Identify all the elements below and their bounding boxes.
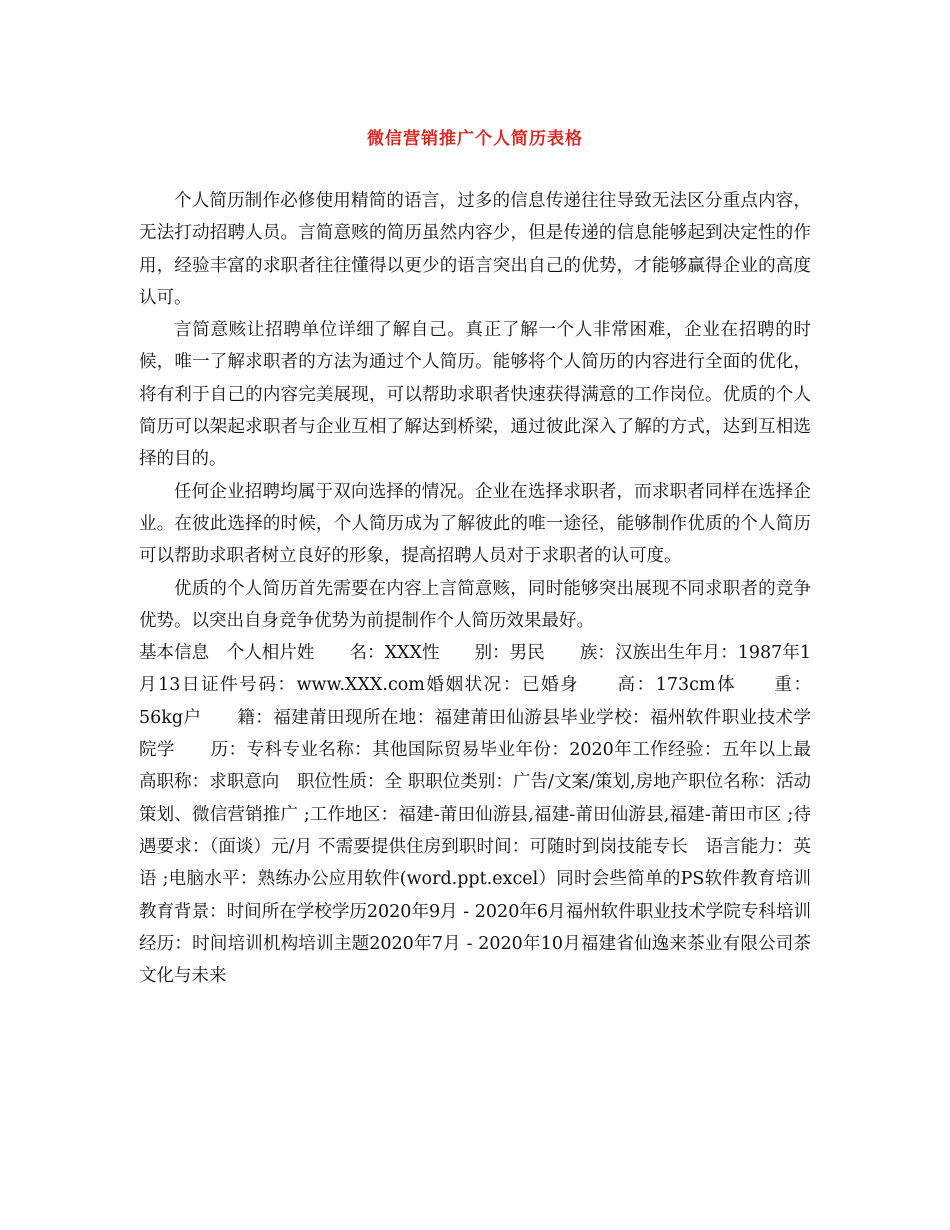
document-title: 微信营销推广个人简历表格 — [367, 129, 583, 149]
paragraph-2: 言简意赅让招聘单位详细了解自己。真正了解一个人非常困难，企业在招聘的时候，唯一了解求职者的方法为通过个人简历。能够将个人简历的内容进行全面的优化，将有利于自己的内容完美展现，可以帮助求职者快速获得满意的工作岗位。优质的个人简历可以架起求职者与企业互相了解达到桥梁，通过彼此深入了解的方式，达到互相选择的目的。 — [139, 320, 811, 470]
document-body — [139, 185, 829, 992]
paragraph-4: 优质的个人简历首先需要在内容上言简意赅，同时能够突出展现不同求职者的竞争优势。以突出自身竞争优势为前提制作个人简历效果最好。 — [139, 578, 811, 631]
paragraph-3: 任何企业招聘均属于双向选择的情况。企业在选择求职者，而求职者同样在选择企业。在彼此选择的时候，个人简历成为了解彼此的唯一途径，能够制作优质的个人简历可以帮助求职者树立良好的形象，提高招聘人员对于求职者的认可度。 — [139, 481, 811, 567]
resume-info-block: 基本信息 个人相片姓 名：XXX性 别：男民 族：汉族出生年月：1987年1月13日证件号码：www.XXX.com婚姻状况：已婚身 高：173cm体 重：56kg户 籍：福建莆田现所在地：福建莆田仙游县毕业学校：福州软件职业技术学院学 历：专科专业名称：其他国际贸易毕业年份：2020年工作经验：五年以上最高职称：求职意向 职位性质：全 职职位类别：广告/文案/策划,房地产职位名称：活动策划、微信营销推广 ;工作地区：福建-莆田仙游县,福建-莆田仙游县,福建-莆田市区 ;待遇要求：（面谈）元/月 不需要提供住房到职时间：可随时到岗技能专长 语言能力：英语 ;电脑水平：熟练办公应用软件(word.ppt.excel）同时会些简单的PS软件教育培训 教育背景：时间所在学校学历2020年9月 - 2020年6月福州软件职业技术学院专科培训经历：时间培训机构培训主题2020年7月 - 2020年10月福建省仙逸来茶业有限公司茶文化与未来 — [139, 643, 829, 987]
paragraph-1: 个人简历制作必修使用精简的语言，过多的信息传递往往导致无法区分重点内容，无法打动招聘人员。言简意赅的简历虽然内容少，但是传递的信息能够起到决定性的作用，经验丰富的求职者往往懂得以更少的语言突出自己的优势，才能够赢得企业的高度认可。 — [139, 191, 811, 308]
